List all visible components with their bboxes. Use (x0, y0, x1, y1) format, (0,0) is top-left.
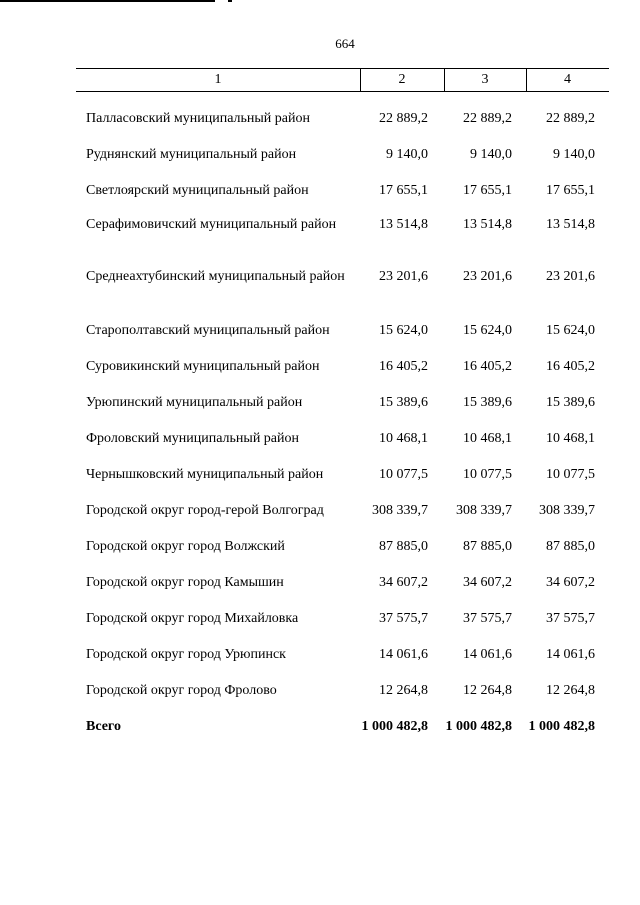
value-col-2: 17 655,1 (379, 183, 428, 198)
top-rule-line (0, 0, 215, 2)
value-col-2: 23 201,6 (379, 269, 428, 284)
total-value-col-2: 1 000 482,8 (361, 719, 428, 734)
value-col-4: 10 468,1 (546, 431, 595, 446)
value-col-4: 308 339,7 (539, 503, 595, 518)
value-col-2: 308 339,7 (372, 503, 428, 518)
value-col-2: 12 264,8 (379, 683, 428, 698)
row-name: Серафимовичский муниципальный район (86, 217, 337, 232)
value-col-4: 9 140,0 (553, 147, 595, 162)
value-col-2: 22 889,2 (379, 111, 428, 126)
value-col-3: 14 061,6 (463, 647, 512, 662)
value-col-3: 13 514,8 (463, 217, 512, 232)
header-col-3: 3 (481, 72, 489, 87)
value-col-3: 23 201,6 (463, 269, 512, 284)
row-name: Среднеахтубинский муниципальный район (86, 269, 345, 284)
value-col-4: 17 655,1 (546, 183, 595, 198)
value-col-4: 37 575,7 (546, 611, 595, 626)
total-value-col-3: 1 000 482,8 (445, 719, 512, 734)
value-col-3: 22 889,2 (463, 111, 512, 126)
value-col-3: 308 339,7 (456, 503, 512, 518)
value-col-2: 16 405,2 (379, 359, 428, 374)
value-col-2: 15 624,0 (379, 323, 428, 338)
top-rule-tick (228, 0, 232, 2)
value-col-3: 16 405,2 (463, 359, 512, 374)
header-col-1: 1 (214, 72, 222, 87)
value-col-3: 87 885,0 (463, 539, 512, 554)
total-value-col-4: 1 000 482,8 (528, 719, 595, 734)
row-name: Чернышковский муниципальный район (86, 467, 324, 482)
value-col-2: 10 077,5 (379, 467, 428, 482)
value-col-3: 15 389,6 (463, 395, 512, 410)
row-name: Урюпинский муниципальный район (86, 395, 303, 410)
value-col-2: 34 607,2 (379, 575, 428, 590)
value-col-4: 10 077,5 (546, 467, 595, 482)
header-col-4: 4 (564, 72, 571, 87)
value-col-3: 15 624,0 (463, 323, 512, 338)
page-number: 664 (335, 36, 355, 51)
row-name: Светлоярский муниципальный район (86, 183, 309, 198)
value-col-4: 15 389,6 (546, 395, 595, 410)
value-col-4: 87 885,0 (546, 539, 595, 554)
value-col-4: 34 607,2 (546, 575, 595, 590)
table-header-bottom-border (76, 91, 609, 92)
value-col-2: 13 514,8 (379, 217, 428, 232)
value-col-2: 9 140,0 (386, 147, 428, 162)
value-col-3: 37 575,7 (463, 611, 512, 626)
value-col-4: 12 264,8 (546, 683, 595, 698)
value-col-4: 15 624,0 (546, 323, 595, 338)
row-name: Городской округ город Фролово (86, 683, 277, 698)
value-col-2: 87 885,0 (379, 539, 428, 554)
value-col-3: 9 140,0 (470, 147, 512, 162)
row-name: Городской округ город Волжский (86, 539, 285, 554)
value-col-2: 14 061,6 (379, 647, 428, 662)
value-col-4: 13 514,8 (546, 217, 595, 232)
value-col-2: 37 575,7 (379, 611, 428, 626)
value-col-3: 10 077,5 (463, 467, 512, 482)
table-header-top-border (76, 68, 609, 69)
value-col-4: 14 061,6 (546, 647, 595, 662)
row-name: Городской округ город-герой Волгоград (86, 503, 324, 518)
value-col-4: 22 889,2 (546, 111, 595, 126)
row-name: Городской округ город Камышин (86, 575, 284, 590)
row-name: Старополтавский муниципальный район (86, 323, 330, 338)
value-col-3: 34 607,2 (463, 575, 512, 590)
row-name: Городской округ город Урюпинск (86, 647, 286, 662)
value-col-3: 12 264,8 (463, 683, 512, 698)
value-col-4: 23 201,6 (546, 269, 595, 284)
row-name: Руднянский муниципальный район (86, 147, 297, 162)
row-name: Палласовский муниципальный район (86, 111, 310, 126)
value-col-2: 10 468,1 (379, 431, 428, 446)
header-col-2: 2 (398, 72, 406, 87)
value-col-2: 15 389,6 (379, 395, 428, 410)
row-name: Суровикинский муниципальный район (86, 359, 320, 374)
value-col-4: 16 405,2 (546, 359, 595, 374)
total-label: Всего (86, 719, 121, 734)
value-col-3: 17 655,1 (463, 183, 512, 198)
row-name: Фроловский муниципальный район (86, 431, 300, 446)
row-name: Городской округ город Михайловка (86, 611, 299, 626)
value-col-3: 10 468,1 (463, 431, 512, 446)
